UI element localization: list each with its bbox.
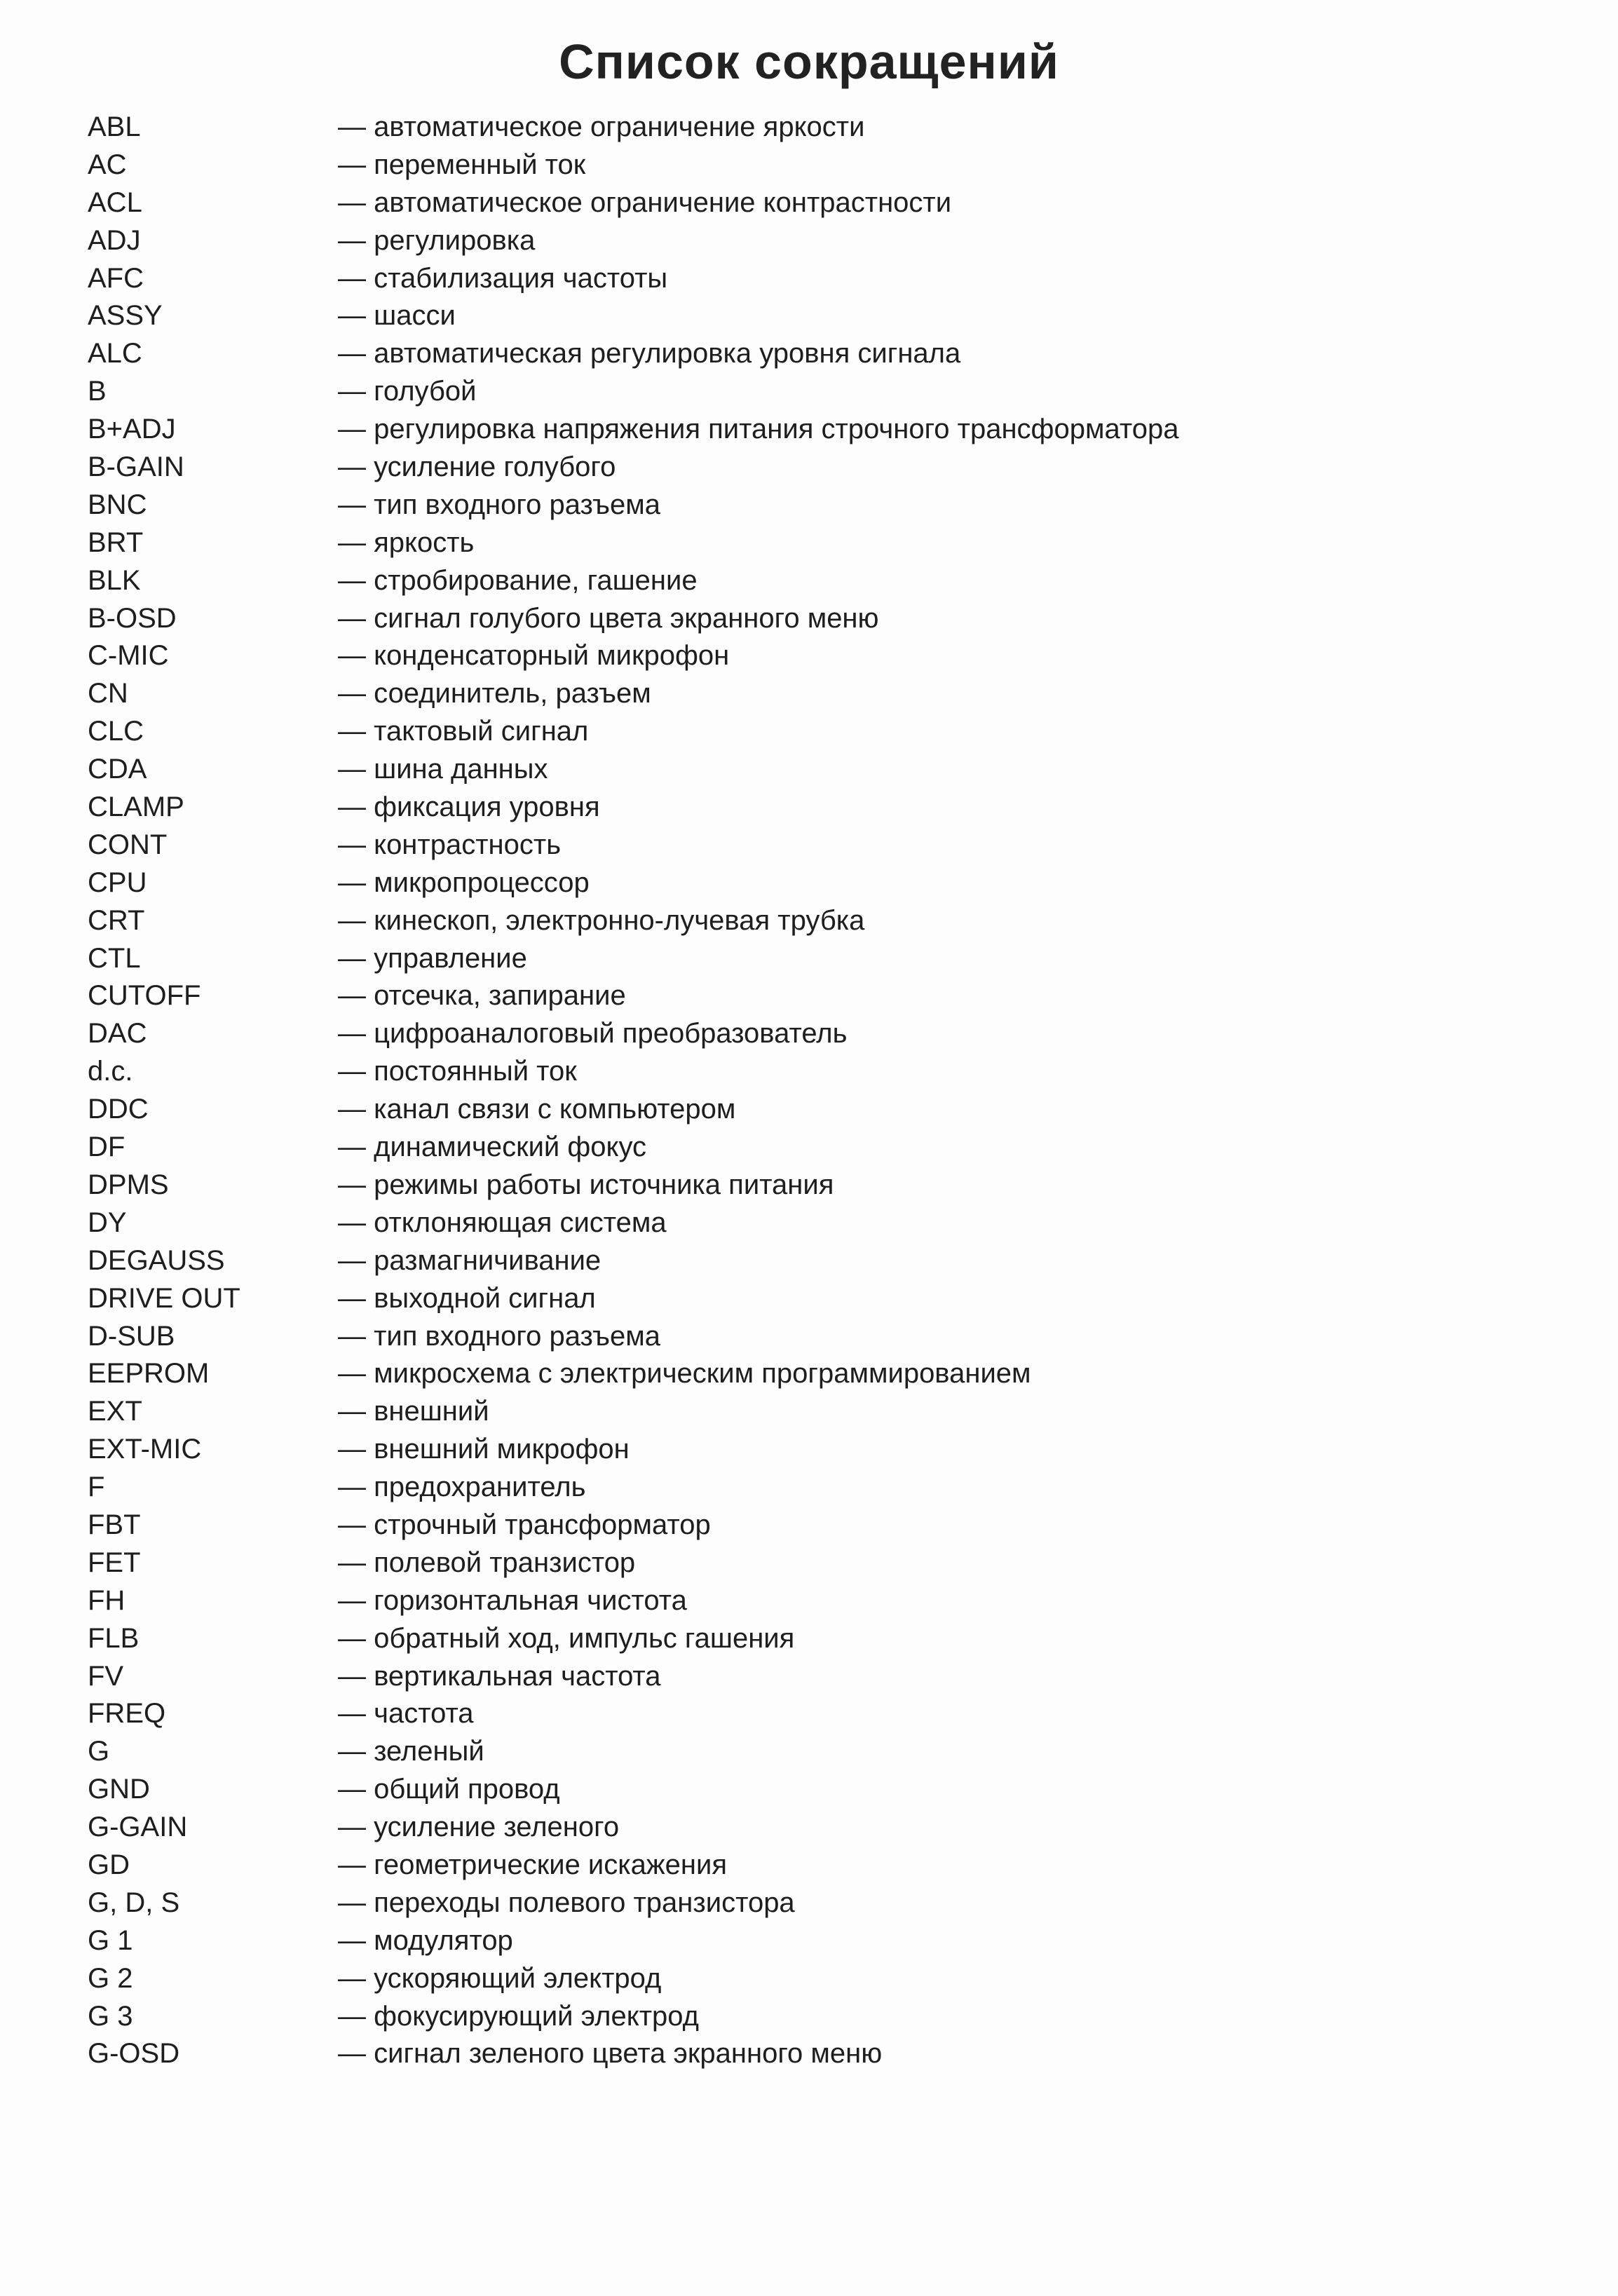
abbreviation-definition: — канал связи с компьютером [338,1094,736,1125]
abbreviation-term: DY [88,1207,127,1238]
abbreviation-definition: — переходы полевого транзистора [338,1887,795,1918]
abbreviation-term: G 3 [88,2000,133,2032]
abbreviation-definition: — фокусирующий электрод [338,2000,699,2032]
abbreviation-definition: — предохранитель [338,1472,586,1503]
abbreviation-definition: — выходной сигнал [338,1282,596,1314]
abbreviation-definition: — регулировка напряжения питания строчного трансформатора [338,414,1179,445]
abbreviation-term: DDC [88,1094,149,1125]
abbreviation-definition: — микропроцессор [338,867,590,898]
abbreviation-definition: — полевой транзистор [338,1547,636,1578]
abbreviation-term: ACL [88,186,142,218]
abbreviation-term: FLB [88,1622,140,1654]
abbreviation-definition: — шасси [338,300,456,332]
abbreviation-term: FET [88,1547,141,1578]
abbreviation-term: ALC [88,338,142,369]
abbreviation-definition: — сигнал зеленого цвета экранного меню [338,2038,883,2070]
abbreviation-term: ABL [88,111,141,142]
abbreviation-definition: — кинескоп, электронно-лучевая трубка [338,904,865,936]
abbreviation-definition: — шина данных [338,754,548,785]
page-title: Список сокращений [559,34,1059,89]
abbreviation-definition: — горизонтальная чистота [338,1584,687,1616]
abbreviation-definition: — тип входного разъема [338,489,660,520]
abbreviation-term: d.c. [88,1056,133,1087]
abbreviation-definition: — регулировка [338,224,536,256]
abbreviation-term: CLC [88,716,144,747]
abbreviation-term: B [88,376,107,407]
abbreviation-term: GD [88,1849,130,1880]
abbreviation-term: AFC [88,262,144,294]
abbreviation-term: BRT [88,527,144,558]
abbreviation-definition: — усиление зеленого [338,1812,620,1843]
abbreviation-term: CONT [88,829,168,860]
abbreviation-definition: — обратный ход, импульс гашения [338,1622,795,1654]
abbreviation-definition: — тактовый сигнал [338,716,589,747]
abbreviation-definition: — модулятор [338,1924,513,1956]
abbreviation-definition: — автоматическое ограничение яркости [338,111,865,142]
abbreviation-term: B-GAIN [88,451,184,483]
abbreviation-definition: — стабилизация частоты [338,262,668,294]
abbreviation-term: EXT-MIC [88,1434,202,1465]
abbreviation-term: B+ADJ [88,414,176,445]
abbreviation-definition: — динамический фокус [338,1132,647,1163]
abbreviation-term: CTL [88,942,141,974]
abbreviation-term: CUTOFF [88,980,201,1012]
abbreviation-term: DPMS [88,1169,169,1200]
abbreviation-term: G [88,1736,110,1767]
abbreviation-definition: — внешний [338,1396,489,1427]
abbreviation-definition: — цифроаналоговый преобразователь [338,1018,848,1049]
abbreviation-term: G 2 [88,1962,133,1994]
abbreviation-term: FH [88,1584,125,1616]
abbreviation-term: EXT [88,1396,142,1427]
abbreviation-definition: — внешний микрофон [338,1434,630,1465]
abbreviation-definition: — тип входного разъема [338,1320,660,1352]
abbreviation-definition: — соединитель, разъем [338,678,651,709]
abbreviation-definition: — микросхема с электрическим программированием [338,1358,1031,1390]
abbreviation-definition: — стробирование, гашение [338,564,698,596]
abbreviation-definition: — вертикальная частота [338,1660,661,1692]
abbreviation-definition: — частота [338,1698,474,1730]
abbreviation-term: EEPROM [88,1358,210,1390]
abbreviation-term: ADJ [88,224,141,256]
abbreviation-definition: — сигнал голубого цвета экранного меню [338,602,879,634]
abbreviation-definition: — управление [338,942,527,974]
abbreviation-definition: — режимы работы источника питания [338,1169,834,1200]
abbreviation-term: DEGAUSS [88,1244,225,1276]
abbreviation-definition: — геометрические искажения [338,1849,727,1880]
abbreviation-term: FBT [88,1509,141,1540]
abbreviation-term: C-MIC [88,640,169,672]
abbreviation-term: BLK [88,564,141,596]
abbreviation-definition: — ускоряющий электрод [338,1962,662,1994]
abbreviation-definition: — усиление голубого [338,451,616,483]
abbreviation-definition: — автоматическое ограничение контрастности [338,186,952,218]
abbreviation-term: G-GAIN [88,1812,188,1843]
abbreviation-definition: — конденсаторный микрофон [338,640,730,672]
abbreviation-term: CDA [88,754,147,785]
abbreviation-term: ASSY [88,300,163,332]
abbreviation-term: CRT [88,904,145,936]
abbreviation-definition: — зеленый [338,1736,484,1767]
abbreviation-definition: — общий провод [338,1774,560,1805]
abbreviation-term: F [88,1472,105,1503]
abbreviation-definition: — автоматическая регулировка уровня сигнала [338,338,961,369]
abbreviation-term: G-OSD [88,2038,180,2070]
abbreviation-definition: — отсечка, запирание [338,980,626,1012]
abbreviation-definition: — постоянный ток [338,1056,577,1087]
abbreviation-term: GND [88,1774,150,1805]
abbreviation-term: DF [88,1132,125,1163]
abbreviation-term: G, D, S [88,1887,180,1918]
abbreviation-definition: — отклоняющая система [338,1207,667,1238]
abbreviation-term: DRIVE OUT [88,1282,240,1314]
abbreviation-term: CLAMP [88,792,184,823]
abbreviation-term: D-SUB [88,1320,175,1352]
abbreviation-definition: — размагничивание [338,1244,601,1276]
abbreviation-definition: — яркость [338,527,475,558]
abbreviation-term: B-OSD [88,602,177,634]
abbreviation-term: DAC [88,1018,147,1049]
abbreviation-definition: — контрастность [338,829,562,860]
abbreviation-term: CN [88,678,128,709]
abbreviation-definition: — голубой [338,376,477,407]
abbreviation-term: BNC [88,489,147,520]
abbreviation-term: G 1 [88,1924,133,1956]
abbreviation-definition: — фиксация уровня [338,792,600,823]
abbreviation-term: AC [88,149,127,180]
abbreviation-definition: — строчный трансформатор [338,1509,711,1540]
abbreviation-term: CPU [88,867,147,898]
abbreviation-term: FV [88,1660,124,1692]
abbreviation-term: FREQ [88,1698,166,1730]
abbreviation-definition: — переменный ток [338,149,586,180]
